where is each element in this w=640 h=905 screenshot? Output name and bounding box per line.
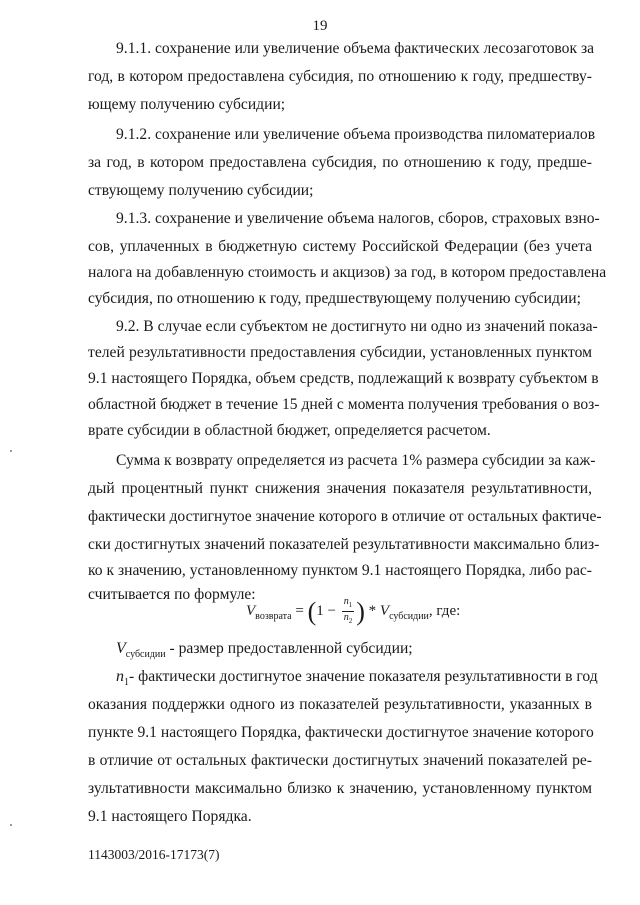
text-line: зультативности максимально близко к значению, установленному пунктом bbox=[88, 780, 592, 797]
formula-times: * bbox=[368, 602, 377, 619]
formula-one-minus: 1 − bbox=[316, 602, 336, 619]
text-line: врате субсидии в областной бюджет, определяется расчетом. bbox=[88, 422, 491, 439]
formula-rhs-symbol: V bbox=[379, 602, 390, 619]
document-footer-code: 1143003/2016-17173(7) bbox=[88, 847, 220, 862]
text-line: год, в котором предоставлена субсидия, по отношению к году, предшеству- bbox=[88, 68, 592, 85]
text-line: за год, в котором предоставлена субсидия, по отношению к году, предше- bbox=[88, 154, 592, 171]
text-line: 9.1.2. сохранение или увеличение объема производства пиломатериалов bbox=[116, 126, 596, 143]
text-line: фактически достигнутое значение которого в отличие от остальных фактиче- bbox=[88, 508, 602, 525]
text-line: пункте 9.1 настоящего Порядка, фактически достигнутое значение которого bbox=[88, 724, 594, 741]
text-line: 9.2. В случае если субъектом не достигнуто ни одно из значений показа- bbox=[116, 318, 598, 335]
text-line: 9.1 настоящего Порядка. bbox=[88, 808, 252, 825]
text-line: 9.1 настоящего Порядка, объем средств, подлежащий к возврату субъектом в bbox=[88, 370, 599, 387]
formula-numerator: $n_1$ bbox=[342, 596, 355, 612]
text-line: субсидия, по отношению к году, предшествующему получению субсидии; bbox=[88, 290, 581, 307]
text-line: оказания поддержки одного из показателей результативности, указанных в bbox=[88, 696, 592, 713]
text-line: телей результативности предоставления субсидии, установленных пунктом bbox=[88, 344, 592, 361]
text-line: ствующему получению субсидии; bbox=[88, 182, 314, 199]
text-line: в отличие от остальных фактически достигнутых значений показателей ре- bbox=[88, 752, 592, 769]
formula-lhs-symbol: V bbox=[246, 602, 256, 619]
scan-speck bbox=[10, 450, 12, 452]
page-number: 19 bbox=[312, 18, 328, 34]
definition-n1: $n_1-$ фактически достигнутое значение показателя результативности в год bbox=[116, 668, 598, 689]
text-line: Сумма к возврату определяется из расчета 1% размера субсидии за каж- bbox=[116, 452, 596, 469]
formula-left-paren: ( bbox=[307, 596, 317, 626]
definition-v-subsidy: $V_{субсидии}$ - размер предоставленной субсидии; bbox=[116, 640, 413, 661]
formula-tail: , где: bbox=[428, 602, 461, 619]
text-line: ющему получению субсидии; bbox=[88, 96, 286, 113]
text-line: считывается по формуле: bbox=[88, 586, 256, 603]
formula-denominator: $n_2$ bbox=[343, 612, 353, 625]
formula-equals: = bbox=[295, 602, 304, 619]
text-line: областной бюджет в течение 15 дней с момента получения требования о воз- bbox=[88, 396, 600, 413]
text-line: ко к значению, установленному пунктом 9.1 настоящего Порядка, либо рас- bbox=[88, 562, 592, 579]
text-line: налога на добавленную стоимость и акцизов) за год, в котором предоставлена bbox=[88, 264, 607, 281]
text-line: сов, уплаченных в бюджетную систему Российской Федерации (без учета bbox=[88, 238, 592, 255]
text-line: 9.1.3. сохранение и увеличение объема налогов, сборов, страховых взно- bbox=[116, 210, 600, 227]
return-formula bbox=[246, 596, 506, 632]
text-line: 9.1.1. сохранение или увеличение объема фактических лесозаготовок за bbox=[116, 40, 595, 57]
text-line: дый процентный пункт снижения значения показателя результативности, bbox=[88, 480, 592, 497]
scan-speck bbox=[10, 824, 12, 826]
formula-right-paren: ) bbox=[356, 596, 365, 626]
formula-rhs-subscript: субсидии bbox=[389, 610, 429, 622]
formula-fraction bbox=[342, 596, 355, 627]
formula-lhs-subscript: возврата bbox=[255, 610, 292, 622]
text-line: ски достигнутых значений показателей результативности максимально близ- bbox=[88, 536, 600, 553]
